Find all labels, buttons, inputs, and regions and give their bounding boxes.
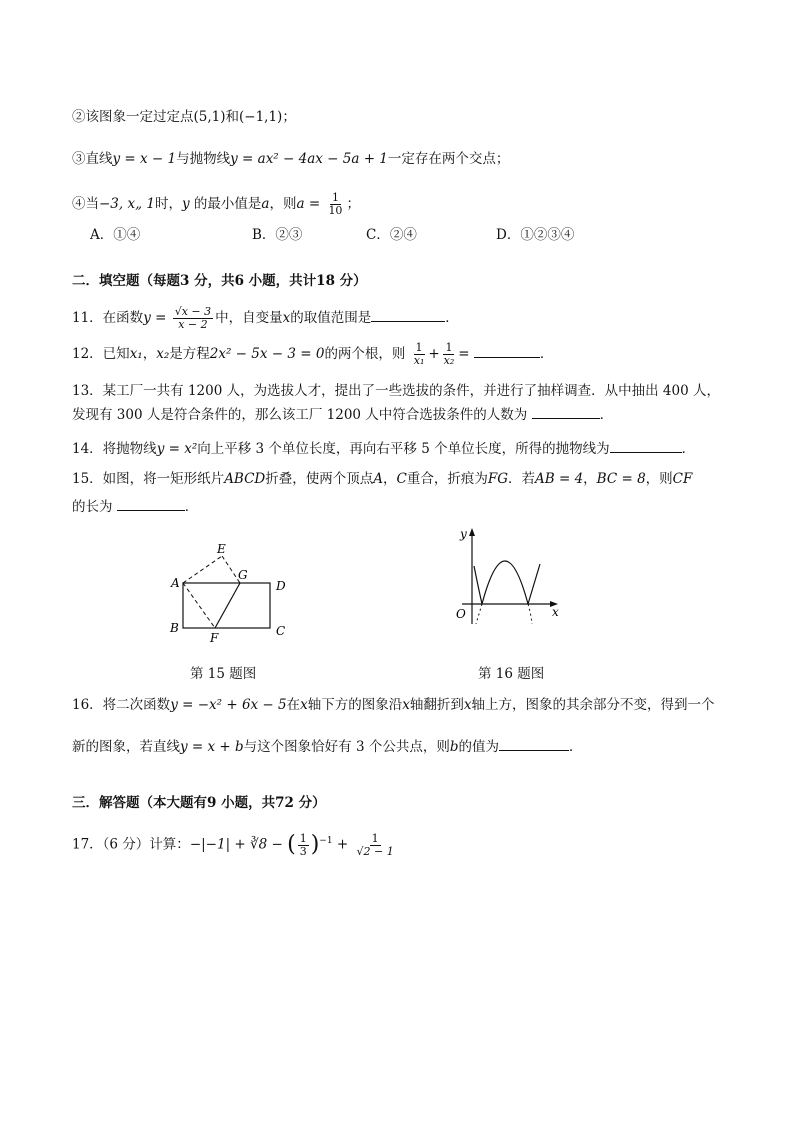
question-13-line-2: 发现有 300 人是符合条件的，那么该工厂 1200 人中符合选拔条件的人数为 ． bbox=[72, 404, 613, 424]
option-c: C．②④ bbox=[366, 227, 417, 243]
question-11: 11．在函数y = $\frac{√x - 3}{x - 2}$ 中，自变量x的取值范围是 ． bbox=[72, 305, 459, 331]
question-15-line-2: 的长为 ． bbox=[72, 496, 198, 516]
question-16-line-2: 新的图象，若直线y = x + b与这个图象恰好有 3 个公共点，则b的值为 ． bbox=[72, 736, 583, 756]
question-12: 12．已知x₁，x₂是方程2x² − 5x − 3 = 0的两个根，则 $\frac{1}{\text{x₁}}$ + $\frac{1}{\text{x₂}}$ = ． bbox=[72, 341, 554, 367]
dashed-ae bbox=[183, 556, 222, 583]
option-d: D．①②③④ bbox=[496, 227, 575, 243]
parabola-arch bbox=[482, 561, 528, 604]
question-17: 17．（6 分）计算：−|−1| + ∛8 − ( $\frac{1}{3}$ )$^{-1}$ + $\frac{1}{√2 - 1}$ bbox=[72, 831, 394, 858]
option-b: B．②③ bbox=[252, 227, 303, 243]
label-e: E bbox=[217, 542, 226, 556]
label-g: G bbox=[238, 568, 248, 582]
question-16-line-1: 16．将二次函数y = −x² + 6x − 5在x轴下方的图象沿x轴翻折到x轴上方，图象的其余部分不变，得到一个 bbox=[72, 697, 715, 713]
reflected-left-arc bbox=[474, 566, 482, 604]
label-b: B bbox=[170, 621, 179, 635]
reflected-right-arc bbox=[528, 564, 540, 604]
option-a: A．①④ bbox=[90, 227, 141, 243]
question-15-line-1: 15．如图，将一矩形纸片ABCD折叠，使两个顶点A，C重合，折痕为FG．若AB = 4，BC = 8，则CF bbox=[72, 471, 693, 487]
figure-15 bbox=[160, 538, 300, 650]
label-y: y bbox=[460, 527, 467, 541]
statement-4: ④当−3, x„ 1时，y 的最小值是a，则a = $\frac{1}{10}$ ； bbox=[72, 191, 360, 217]
statement-3: ③直线y = x − 1与抛物线y = ax² − 4ax − 5a + 1一定存在两个交点； bbox=[72, 151, 510, 167]
label-d: D bbox=[276, 579, 286, 593]
answer-blank-12 bbox=[474, 343, 540, 358]
original-left-dashed bbox=[476, 604, 482, 624]
figure-15-caption: 第 15 题图 bbox=[190, 666, 257, 682]
rectangle-abcd bbox=[183, 583, 270, 628]
section-2-heading: 二．填空题（每题3 分，共6 小题，共计18 分） bbox=[72, 273, 367, 289]
y-axis-arrow bbox=[469, 528, 475, 536]
statement-2: ②该图象一定过定点(5,1)和(−1,1)； bbox=[72, 109, 296, 125]
choice-options bbox=[90, 226, 650, 244]
question-14: 14．将抛物线y = x²向上平移 3 个单位长度，再向右平移 5 个单位长度，所得的抛物线为 ． bbox=[72, 438, 695, 458]
figure-16 bbox=[448, 524, 568, 628]
label-x: x bbox=[552, 605, 559, 619]
label-o: O bbox=[456, 607, 466, 621]
figure-16-caption: 第 16 题图 bbox=[478, 666, 545, 682]
answer-blank-11 bbox=[371, 307, 445, 322]
label-a: A bbox=[171, 576, 180, 590]
fraction-1-10: $\frac{1}{10}$ bbox=[328, 191, 343, 217]
answer-blank-15 bbox=[117, 496, 185, 511]
label-c: C bbox=[276, 624, 286, 638]
answer-blank-13 bbox=[532, 404, 600, 419]
answer-blank-14 bbox=[610, 438, 682, 453]
dashed-af bbox=[183, 583, 215, 628]
answer-blank-16 bbox=[499, 736, 569, 751]
label-f: F bbox=[210, 631, 219, 645]
question-13-line-1: 13．某工厂一共有 1200 人，为选拔人才，提出了一些选拔的条件，并进行了抽样调查．从中抽出 400 人， bbox=[72, 383, 720, 399]
fold-line-fg bbox=[215, 583, 240, 628]
section-3-heading: 三．解答题（本大题有9 小题，共72 分） bbox=[72, 795, 326, 811]
original-right-dashed bbox=[528, 604, 532, 624]
